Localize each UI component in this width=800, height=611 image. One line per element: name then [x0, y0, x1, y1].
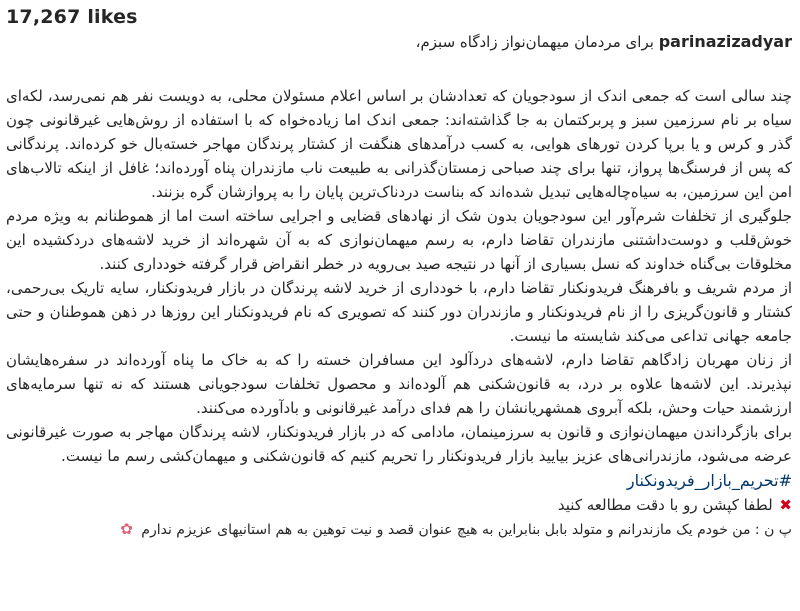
warning-row: [6, 493, 792, 517]
caption-paragraph-1: چند سالی است که جمعی اندک از سودجویان که تعدادشان بر اساس اعلام مسئولان محلی، به دویست نفر هم نمی‌رسد، لکه‌ای سیاه بر نام سرزمین سبز و پربرکتمان به جا گذاشته‌اند: جمعی اندک اما زیاده‌خواه که با استفاده از روش‌هایی غیرقانونی چون گذر و کرس و یا برپا کردن تورهای هوایی، به کسب درآمدهای هنگفت از کشتار پرندگان مهاجر خسته‌بال خو کرده‌اند. پرندگانی که پس از فرسنگ‌ها پرواز، تنها برای چند صباحی زمستان‌گذرانی به طبیعت ناب مازندران پناه آورده‌اند؛ غافل از اینکه تالاب‌های امن این سرزمین، به سیاه‌چاله‌هایی تبدیل شده‌اند که بناست دردناک‌ترین پایان را به پروازشان گره بزنند.: [6, 87, 792, 201]
rose-icon: ✿: [120, 520, 133, 538]
footnote-row: [6, 517, 792, 542]
caption-intro: برای مردمان میهمان‌نواز زادگاه سبزم،: [415, 33, 654, 51]
hashtag-row: [6, 468, 792, 493]
caption-paragraph-2: جلوگیری از تخلفات شرم‌آور این سودجویان بدون شک از نهادهای قضایی و اجرایی ساخته است اما از هموطنانم به ویژه مردم خوش‌قلب و دوست‌داشتنی مازندران تقاضا دارم، به رسم میهمان‌نوازی که به آن شهره‌اند از خرید لاشه‌های دردکشیده این مخلوقات بی‌گناه خداوند که نسل بسیاری از آنها در نتیجه صید بی‌رویه در خطر انقراض قرار گرفته خودداری کنند.: [6, 207, 792, 273]
caption: [6, 30, 792, 542]
footnote-text: پ ن : من خودم یک مازندرانم و متولد بابل بنابراین به هیچ عنوان قصد و نیت توهین به هم استانیهای عزیزم ندارم: [141, 522, 792, 538]
likes-count[interactable]: 17,267 likes: [6, 6, 138, 28]
caption-spacer: [6, 60, 792, 84]
caption-paragraph-3: از مردم شریف و بافرهنگ فریدونکنار تقاضا دارم، با خودداری از خرید لاشه پرندگان در بازار فریدونکنار، سایه تاریک بی‌رحمی، کشتار و قانون‌گریزی را از نام فریدونکنار و مازندران دور کنند که تصویری که نام فریدونکنار این روزها در ذهن هموطنان و حتی جامعه جهانی تداعی می‌کند شایسته ما نیست.: [6, 279, 792, 345]
hashtag-link[interactable]: #تحریم_بازار_فریدونکنار: [626, 471, 792, 490]
username-link[interactable]: parinazizadyar: [658, 32, 792, 51]
caption-paragraph-5: برای بازگرداندن میهمان‌نوازی و قانون به سرزمینمان، مادامی که در بازار فریدونکنار، لاشه پرندگان مهاجر به صورت غیرقانونی عرضه می‌شود، مازندرانی‌های عزیز بیایید بازار فریدونکنار را تحریم کنیم که قانون‌شکنی و میهمان‌کشی رسم ما نیست.: [6, 423, 792, 465]
caption-paragraph-4: از زنان مهربان زادگاهم تقاضا دارم، لاشه‌های دردآلود این مسافران خسته را که به خاک ما پناه آورده‌اند در سفره‌هایشان نپذیرند. این لاشه‌ها علاوه بر درد، به قانون‌شکنی هم آلوده‌اند و محصول تخلفات سودجویانی هستند که نه تنها سرمایه‌های ارزشمند حیات وحش، بلکه آبروی همشهریانشان را هم فدای درآمد غیرقانونی و بادآورده می‌کنند.: [6, 351, 792, 417]
red-x-icon: ✖: [779, 496, 792, 514]
caption-header: [6, 30, 792, 60]
warning-text: لطفا کپشن رو با دقت مطالعه کنید: [557, 496, 773, 514]
